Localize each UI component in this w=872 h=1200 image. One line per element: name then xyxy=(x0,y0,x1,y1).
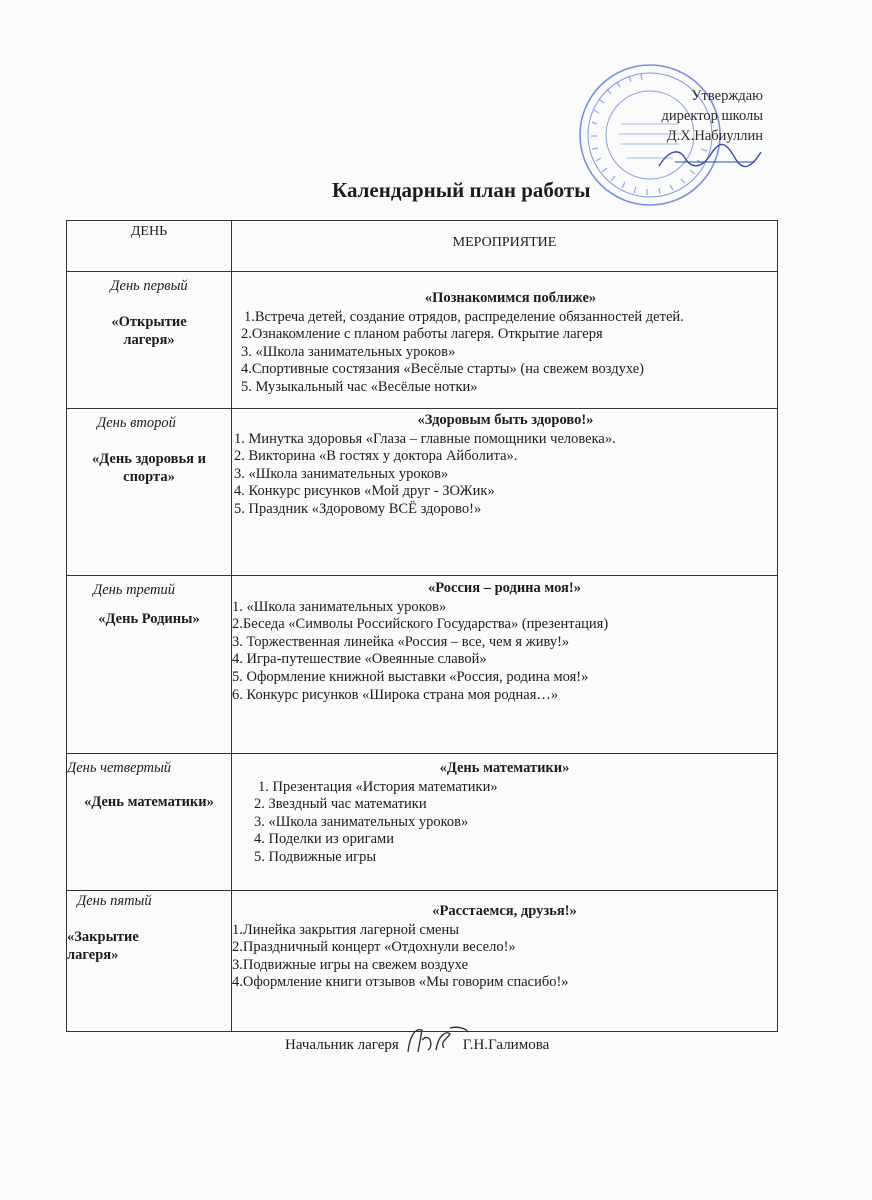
day-cell xyxy=(67,754,232,891)
header-event: МЕРОПРИЯТИЕ xyxy=(232,221,778,272)
event-item: 1. Минутка здоровья «Глаза – главные помощники человека». xyxy=(234,430,616,447)
event-item: 2.Ознакомление с планом работы лагеря. Открытие лагеря xyxy=(241,326,603,343)
day-cell xyxy=(67,891,232,1032)
event-cell xyxy=(232,576,778,754)
day-theme: «День математики» xyxy=(84,794,214,810)
event-title: «День математики» xyxy=(439,760,570,776)
event-item: 3. «Школа занимательных уроков» xyxy=(254,813,469,830)
event-cell xyxy=(232,754,778,891)
day-name: День третий xyxy=(93,582,176,598)
event-item: 4. Поделки из оригами xyxy=(254,831,394,848)
footer-signature-line xyxy=(285,1037,549,1054)
event-item: 4.Оформление книги отзывов «Мы говорим спасибо!» xyxy=(232,974,569,991)
event-item: 2.Праздничный концерт «Отдохнули весело!» xyxy=(232,939,516,956)
event-item: 2.Беседа «Символы Российского Государства» (презентация) xyxy=(232,616,609,633)
event-item: 5. Оформление книжной выставки «Россия, родина моя!» xyxy=(232,668,589,685)
day-theme: «День здоровья и спорта» xyxy=(92,451,206,485)
event-item: 6. Конкурс рисунков «Широка страна моя родная…» xyxy=(232,686,559,703)
day-cell xyxy=(67,409,232,576)
event-item: 5. Подвижные игры xyxy=(254,848,377,865)
table-row xyxy=(67,409,778,576)
table-row xyxy=(67,576,778,754)
event-item: 3. «Школа занимательных уроков» xyxy=(234,465,449,482)
event-item: 5. Музыкальный час «Весёлые нотки» xyxy=(241,378,478,395)
event-item: 2. Звездный час математики xyxy=(254,796,427,813)
calendar-plan-table xyxy=(66,220,778,1032)
day-name: День пятый xyxy=(77,893,152,909)
header-day: ДЕНЬ xyxy=(67,221,232,272)
event-title: «Расстаемся, друзья!» xyxy=(432,903,577,919)
day-theme: «Закрытие лагеря» xyxy=(67,929,139,963)
event-cell xyxy=(232,272,778,409)
event-item: 2. Викторина «В гостях у доктора Айболита». xyxy=(234,448,518,465)
approval-line-director-name: Д.Х.Набиуллин xyxy=(666,128,763,144)
event-cell xyxy=(232,891,778,1032)
event-item: 3.Подвижные игры на свежем воздухе xyxy=(232,956,469,973)
director-signature xyxy=(655,140,765,174)
approval-line-approve: Утверждаю xyxy=(691,88,763,104)
event-item: 5. Праздник «Здоровому ВСЁ здорово!» xyxy=(234,500,482,517)
event-item: 1.Линейка закрытия лагерной смены xyxy=(232,921,459,938)
day-name: День второй xyxy=(97,415,176,431)
event-title: «Здоровым быть здорово!» xyxy=(417,412,594,428)
day-name: День первый xyxy=(110,278,188,294)
table-row xyxy=(67,754,778,891)
footer-name: Г.Н.Галимова xyxy=(462,1037,550,1053)
event-item: 4. Игра-путешествие «Овеянные славой» xyxy=(232,651,487,668)
approval-line-position: директор школы xyxy=(661,108,763,124)
event-item: 4.Спортивные состязания «Весёлые старты» (на свежем воздухе) xyxy=(241,361,645,378)
day-theme: «День Родины» xyxy=(98,611,200,627)
page-title: Календарный план работы xyxy=(332,178,591,202)
event-title: «Россия – родина моя!» xyxy=(428,580,581,596)
day-cell xyxy=(67,272,232,409)
table-row xyxy=(67,272,778,409)
event-item: 3. «Школа занимательных уроков» xyxy=(241,343,456,360)
event-title: «Познакомимся поближе» xyxy=(424,290,597,306)
event-item: 1.Встреча детей, создание отрядов, распределение обязанностей детей. xyxy=(244,308,684,325)
footer-role: Начальник лагеря xyxy=(285,1037,399,1053)
table-row xyxy=(67,891,778,1032)
day-theme: «Открытие лагеря» xyxy=(111,314,187,348)
day-name: День четвертый xyxy=(67,760,172,776)
event-item: 1. «Школа занимательных уроков» xyxy=(232,598,447,615)
event-item: 4. Конкурс рисунков «Мой друг - ЗОЖик» xyxy=(234,483,495,500)
table-header-row xyxy=(67,221,778,272)
approval-block xyxy=(623,86,763,146)
event-item: 3. Торжественная линейка «Россия – все, чем я живу!» xyxy=(232,633,570,650)
day-cell xyxy=(67,576,232,754)
event-cell xyxy=(232,409,778,576)
event-item: 1. Презентация «История математики» xyxy=(258,778,498,795)
